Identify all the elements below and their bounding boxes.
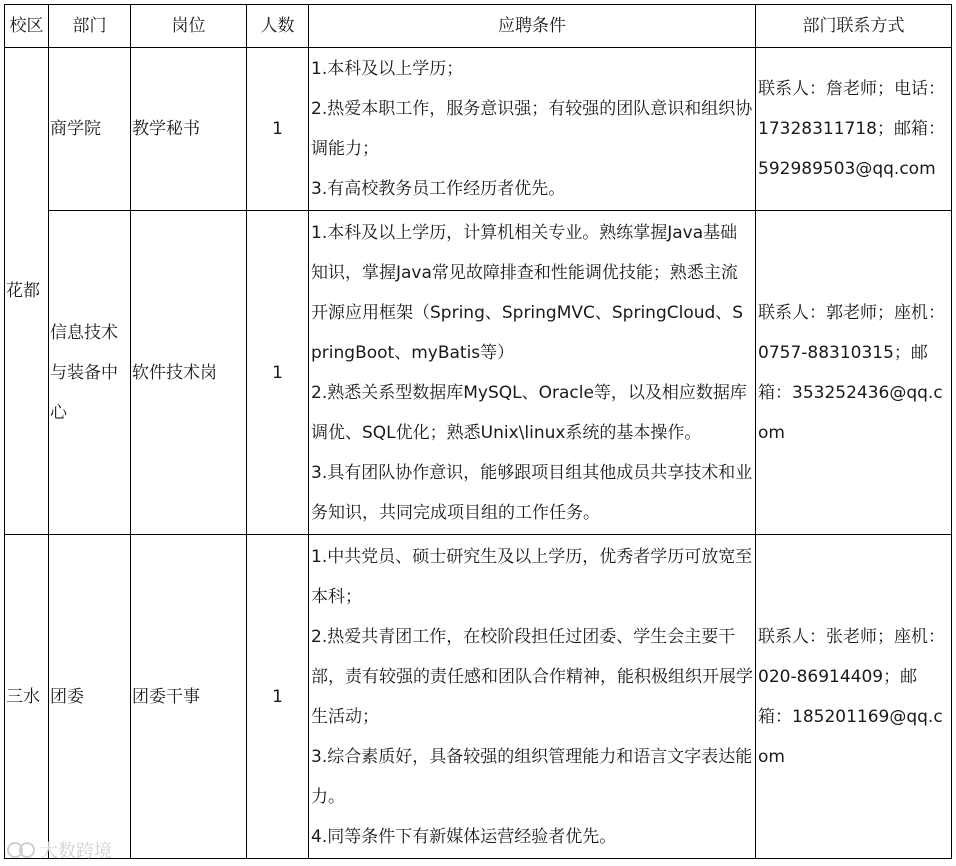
requirement-item: 2.熟悉关系型数据库MySQL、Oracle等，以及相应数据库调优、SQL优化；熟悉Unix\linux系统的基本操作。 <box>311 382 747 443</box>
header-contact: 部门联系方式 <box>756 5 952 48</box>
table-row <box>5 211 952 535</box>
position-cell: 教学秘书 <box>131 48 247 211</box>
requirement-item: 1.本科及以上学历，计算机相关专业。熟练掌握Java基础知识，掌握Java常见故障排查和性能调优技能；熟悉主流开源应用框架（Spring、SpringMVC、SpringCloud、SpringBoot、myBatis等） <box>311 222 744 363</box>
header-department: 部门 <box>49 5 131 48</box>
recruitment-table <box>4 4 952 859</box>
table-row <box>5 535 952 859</box>
requirement-item: 2.热爱共青团工作，在校阶段担任过团委、学生会主要干部，责有较强的责任感和团队合作精神，能积极组织开展学生活动； <box>311 626 753 727</box>
requirements-cell <box>309 48 756 211</box>
requirements-cell <box>309 535 756 859</box>
requirements-cell <box>309 211 756 535</box>
count-cell: 1 <box>247 211 309 535</box>
position-cell: 团委干事 <box>131 535 247 859</box>
requirement-item: 2.热爱本职工作，服务意识强；有较强的团队意识和组织协调能力； <box>311 99 753 159</box>
count-cell: 1 <box>247 48 309 211</box>
requirement-item: 3.综合素质好，具备较强的组织管理能力和语言文字表达能力。 <box>311 746 753 807</box>
department-cell: 商学院 <box>49 48 131 211</box>
requirement-item: 1.本科及以上学历； <box>311 59 464 79</box>
department-cell: 信息技术与装备中心 <box>49 211 131 535</box>
header-position: 岗位 <box>131 5 247 48</box>
brand-logo-icon <box>6 839 36 861</box>
header-count: 人数 <box>247 5 309 48</box>
watermark <box>6 836 131 864</box>
requirement-item: 1.中共党员、硕士研究生及以上学历，优秀者学历可放宽至本科； <box>311 546 753 607</box>
contact-cell: 联系人：詹老师；电话：17328311718；邮箱：592989503@qq.com <box>756 48 952 211</box>
contact-cell: 联系人：郭老师；座机：0757-88310315；邮箱：353252436@qq.com <box>756 211 952 535</box>
count-cell: 1 <box>247 535 309 859</box>
header-requirements: 应聘条件 <box>309 5 756 48</box>
contact-cell: 联系人：张老师；座机：020-86914409；邮箱：185201169@qq.com <box>756 535 952 859</box>
requirement-item: 3.有高校教务员工作经历者优先。 <box>311 179 566 199</box>
position-cell: 软件技术岗 <box>131 211 247 535</box>
table-header-row <box>5 5 952 48</box>
watermark-text: 大数跨境 <box>40 841 112 862</box>
department-cell: 团委 <box>49 535 131 859</box>
requirement-item: 3.具有团队协作意识，能够跟项目组其他成员共享技术和业务知识，共同完成项目组的工作任务。 <box>311 462 753 523</box>
campus-cell: 三水 <box>5 535 49 859</box>
header-campus: 校区 <box>5 5 49 48</box>
requirement-item: 4.同等条件下有新媒体运营经验者优先。 <box>311 826 617 847</box>
campus-cell: 花都 <box>5 48 49 535</box>
table-row <box>5 48 952 211</box>
